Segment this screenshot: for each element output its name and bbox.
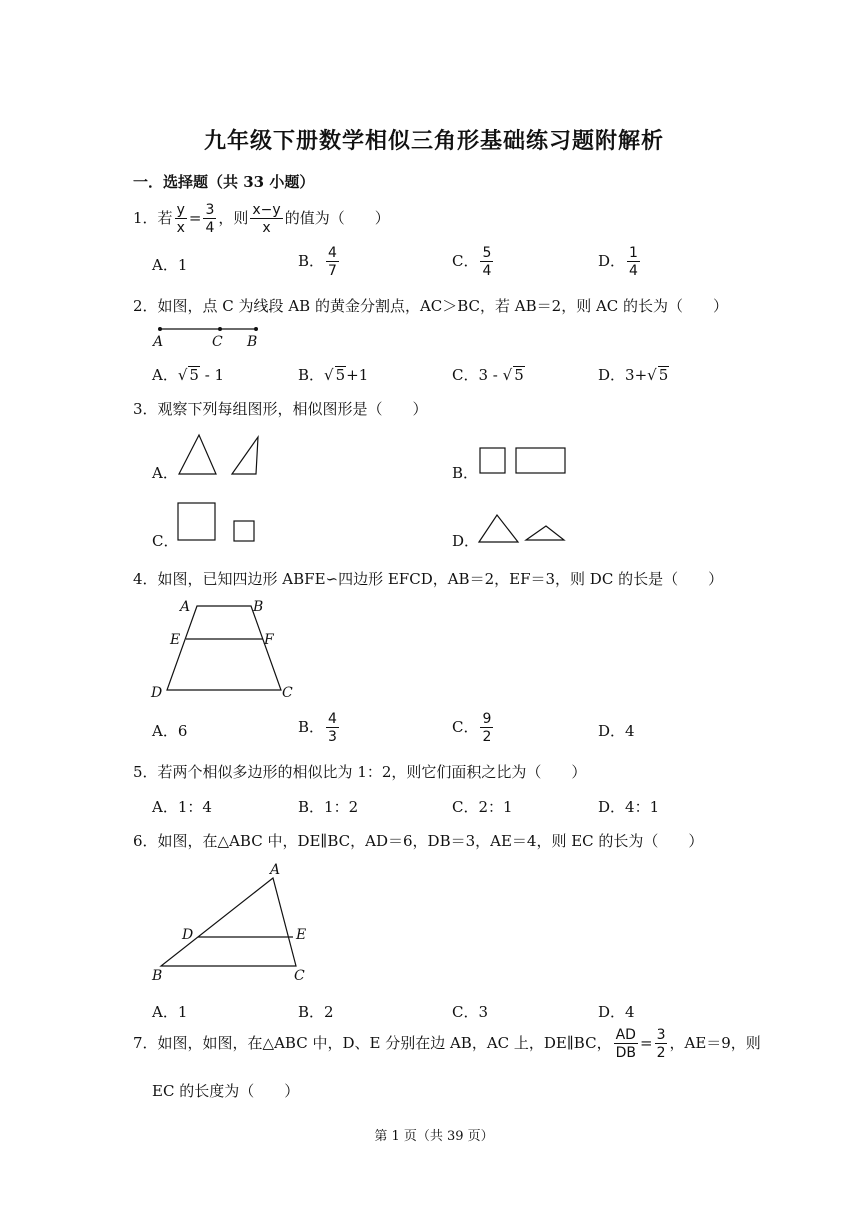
q5-option-b[interactable]: B．1：2 xyxy=(298,798,359,816)
q4-label-a: A xyxy=(180,599,191,615)
q4-label-d: D xyxy=(151,685,163,701)
q3-option-c-figure xyxy=(176,500,261,545)
q1-then: ，则 xyxy=(218,209,249,227)
q3-b-rectangle xyxy=(516,448,565,473)
q3-option-d[interactable]: D． xyxy=(452,532,480,550)
q4-option-a[interactable]: A．6 xyxy=(152,722,188,740)
q2-option-c[interactable]: C．3 - √ 5 xyxy=(452,366,524,384)
q6-option-c[interactable]: C．3 xyxy=(452,1003,489,1021)
q7-fraction-3-over-2: $\frac{3}{2}$ xyxy=(656,1027,666,1061)
q2-option-a[interactable]: A．√ 5 - 1 xyxy=(152,366,225,384)
question-4: 4．如图，已知四边形 ABFE∽四边形 EFCD，AB＝2，EF＝3，则 DC 的长是（ ） xyxy=(133,570,724,588)
q6-triangle-abc xyxy=(161,878,296,966)
question-7 xyxy=(133,1028,761,1060)
q7-text-part-1: 7．如图，如图，在△ABC 中，D、E 分别在边 AB，AC 上，DE∥BC， xyxy=(133,1034,612,1052)
q6-label-d: D xyxy=(182,927,194,943)
q1-option-c[interactable]: C． $\frac{5}{4}$ xyxy=(452,245,492,279)
q1-prefix: 若 xyxy=(157,209,173,227)
q1-option-d[interactable]: D． $\frac{1}{4}$ xyxy=(598,245,638,279)
q2-point-c xyxy=(218,327,222,331)
q2-option-d[interactable]: D．3+√ 5 xyxy=(598,366,669,384)
q4-label-b: B xyxy=(253,599,264,615)
q3-a-triangle-2 xyxy=(232,437,258,474)
q6-label-e: E xyxy=(296,927,307,943)
section-heading: 一．选择题（共 33 小题） xyxy=(133,173,315,191)
q6-label-b: B xyxy=(152,968,163,984)
q3-option-d-figure xyxy=(476,512,571,547)
q3-c-small-square xyxy=(234,521,254,541)
question-3: 3．观察下列每组图形，相似图形是（ ） xyxy=(133,400,428,418)
q6-option-d[interactable]: D．4 xyxy=(598,1003,635,1021)
q4-trapezoid xyxy=(167,606,281,690)
q7-text-part-2: ，AE＝9，则 xyxy=(669,1034,761,1052)
q3-option-b[interactable]: B． xyxy=(452,464,479,482)
q6-label-c: C xyxy=(294,968,305,984)
page-footer: 第 1 页（共 39 页） xyxy=(374,1129,494,1144)
q4-label-f: F xyxy=(264,632,274,648)
q2-label-a: A xyxy=(153,334,164,350)
q6-label-a: A xyxy=(270,862,281,878)
q2-label-c: C xyxy=(212,334,223,350)
q1-question: 的值为（ ） xyxy=(284,209,390,227)
q4-label-c: C xyxy=(282,685,293,701)
q1-fraction-y-over-x: $\frac{y}{x}$ xyxy=(176,202,185,236)
question-2: 2．如图，点 C 为线段 AB 的黄金分割点，AC＞BC，若 AB＝2，则 AC 的长为（ ） xyxy=(133,297,729,315)
q3-b-square xyxy=(480,448,505,473)
q7-fraction-ad-over-db: $\frac{AD}{DB}$ xyxy=(615,1027,636,1061)
q1-option-b[interactable]: B． $\frac{4}{7}$ xyxy=(298,245,337,279)
q3-option-b-figure xyxy=(476,446,571,478)
q4-option-d[interactable]: D．4 xyxy=(598,722,635,740)
q3-d-triangle-1 xyxy=(479,515,518,542)
page-title: 九年级下册数学相似三角形基础练习题附解析 xyxy=(203,128,664,154)
q4-option-b[interactable]: B． $\frac{4}{3}$ xyxy=(298,711,337,745)
q1-equals: = xyxy=(188,209,202,227)
q1-option-a[interactable]: A．1 xyxy=(152,256,188,274)
q4-trapezoid-figure xyxy=(148,598,298,700)
q1-fraction-3-over-4: $\frac{3}{4}$ xyxy=(205,202,215,236)
q3-d-triangle-2 xyxy=(526,526,564,540)
question-6: 6．如图，在△ABC 中，DE∥BC，AD＝6，DB＝3，AE＝4，则 EC 的长为（ ） xyxy=(133,832,704,850)
q2-label-b: B xyxy=(247,334,258,350)
question-1 xyxy=(133,203,390,235)
q6-option-b[interactable]: B．2 xyxy=(298,1003,334,1021)
q4-label-e: E xyxy=(170,632,181,648)
q3-a-triangle-1 xyxy=(179,435,216,474)
q2-point-b xyxy=(254,327,258,331)
q5-option-c[interactable]: C．2：1 xyxy=(452,798,513,816)
q5-option-a[interactable]: A．1：4 xyxy=(152,798,212,816)
q2-segment-figure xyxy=(150,318,270,348)
q6-option-a[interactable]: A．1 xyxy=(152,1003,188,1021)
q3-option-a[interactable]: A． xyxy=(152,464,178,482)
q3-option-c[interactable]: C． xyxy=(152,532,179,550)
q3-c-large-square xyxy=(178,503,215,540)
q1-number: 1． xyxy=(133,209,158,227)
q7-equals: = xyxy=(639,1034,653,1052)
q2-point-a xyxy=(158,327,162,331)
question-5: 5．若两个相似多边形的相似比为 1：2，则它们面积之比为（ ） xyxy=(133,763,587,781)
q4-option-c[interactable]: C． $\frac{9}{2}$ xyxy=(452,711,492,745)
q2-option-b[interactable]: B．√ 5+1 xyxy=(298,366,369,384)
q7-question-line-2: EC 的长度为（ ） xyxy=(152,1082,300,1100)
q3-option-a-figure xyxy=(176,432,266,477)
q5-option-d[interactable]: D．4：1 xyxy=(598,798,660,816)
q6-triangle-figure xyxy=(148,860,318,985)
q1-fraction-xy-over-x: $\frac{x-y}{x}$ xyxy=(252,202,281,236)
